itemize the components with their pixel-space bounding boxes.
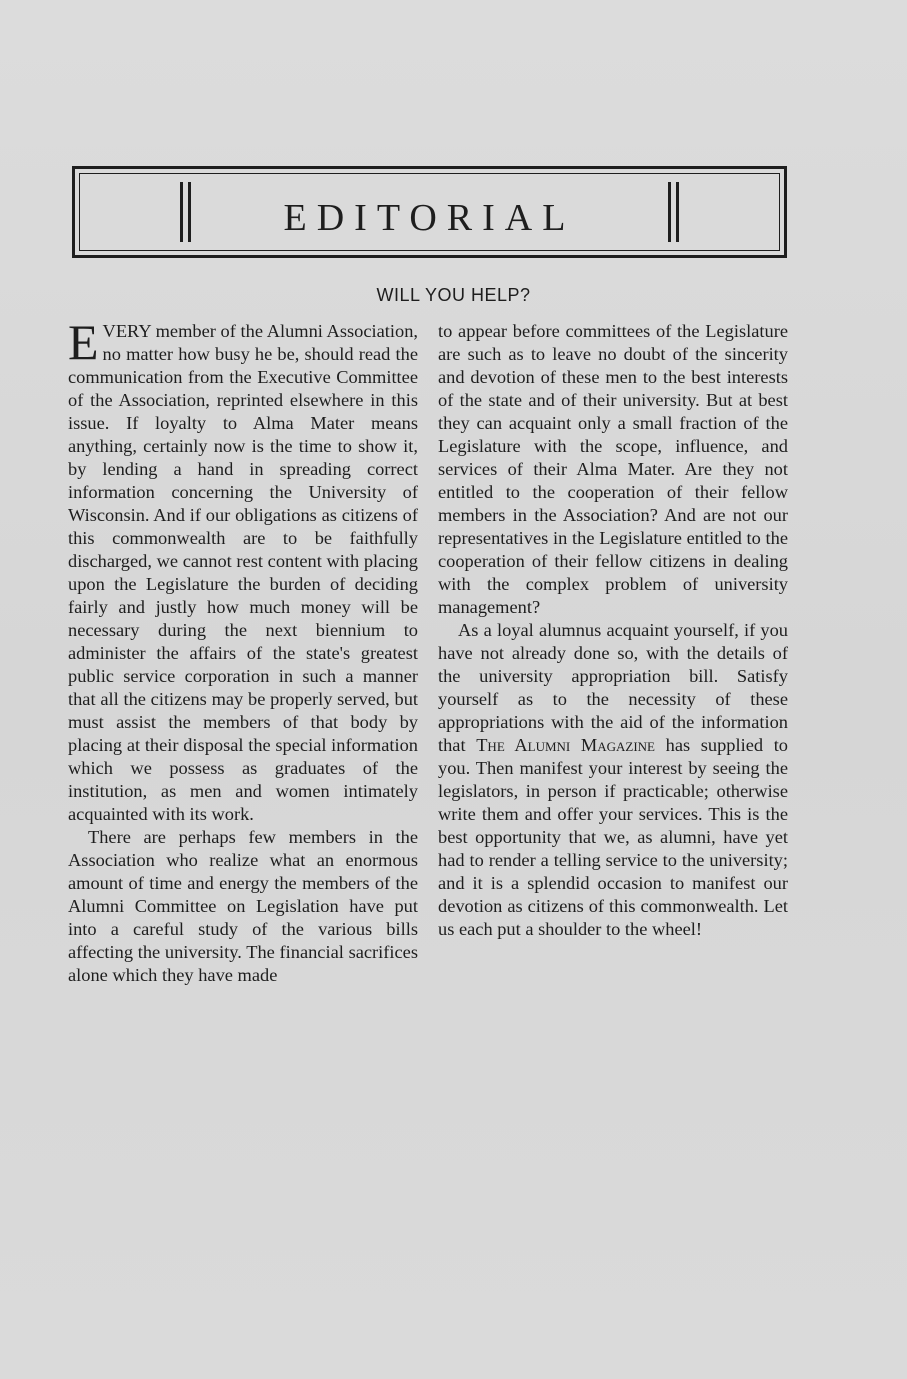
paragraph-1 bbox=[68, 314, 418, 826]
section-title: EDITORIAL bbox=[283, 197, 576, 239]
drop-cap: E bbox=[68, 314, 99, 370]
paragraph-3-start: As a loyal alumnus acquaint yourself, if you have not already done so, with the details of the university appropriation bill. Satisfy yourself as to the necessity of these appropriations with the aid of the information that bbox=[438, 620, 788, 755]
paragraph-3-end: has supplied to you. Then manifest your interest by seeing the legislators, in person if practicable; otherwise write them and offer your services. This is the best opportunity that we, as alumni, have yet had to render a telling service to the university; and it is a splendid occasion to manifest our devotion as citizens of this commonwealth. Let us each put a shoulder to the wheel! bbox=[438, 735, 788, 939]
paragraph-1-text: VERY member of the Alumni Association, no matter how busy he be, should read the communication from the Executive Committee of the Association, reprinted elsewhere in this issue. If loyalty to Alma Mater means anything, certainly now is the time to show it, by lending a hand in spreading correct information concerning the University of Wisconsin. And if our obligations as citizens of this commonwealth are to be faithfully discharged, we cannot rest content with placing upon the Legislature the burden of deciding fairly and justly how much money will be necessary during the next biennium to administer the affairs of the state's greatest public service corporation in such a manner that all the citizens may be properly served, but must assist the members of that body by placing at their disposal the special information which we possess as graduates of the institution, as men and women intimately acquainted with its work. bbox=[68, 321, 418, 824]
paragraph-2-start: There are perhaps few members in the Association who realize what an enormous amount of time and energy the members of the Alumni Committee on Legislation have put into a careful study of the various bills affecting the university. The financial sacrifices alone which they have made bbox=[68, 827, 418, 985]
magazine-name: The Alumni Magazine bbox=[476, 735, 655, 755]
header-inner-frame bbox=[79, 173, 780, 251]
editorial-header-box bbox=[72, 166, 787, 258]
paragraph-2-continued: to appear before committees of the Legislature are such as to leave no doubt of the sincerity and devotion of these men to the best interests of the state and of their university. But at best they can acquaint only a small fraction of the Legislature with the scope, influence, and services of their Alma Mater. Are they not entitled to the cooperation of their fellow members in the Association? And are not our representatives in the Legislature entitled to the cooperation of their fellow citizens in dealing with the complex problem of university management? bbox=[438, 321, 788, 617]
paragraph-3 bbox=[438, 619, 788, 941]
left-column bbox=[68, 314, 418, 987]
right-column bbox=[438, 320, 788, 941]
article-headline: WILL YOU HELP? bbox=[376, 285, 531, 305]
